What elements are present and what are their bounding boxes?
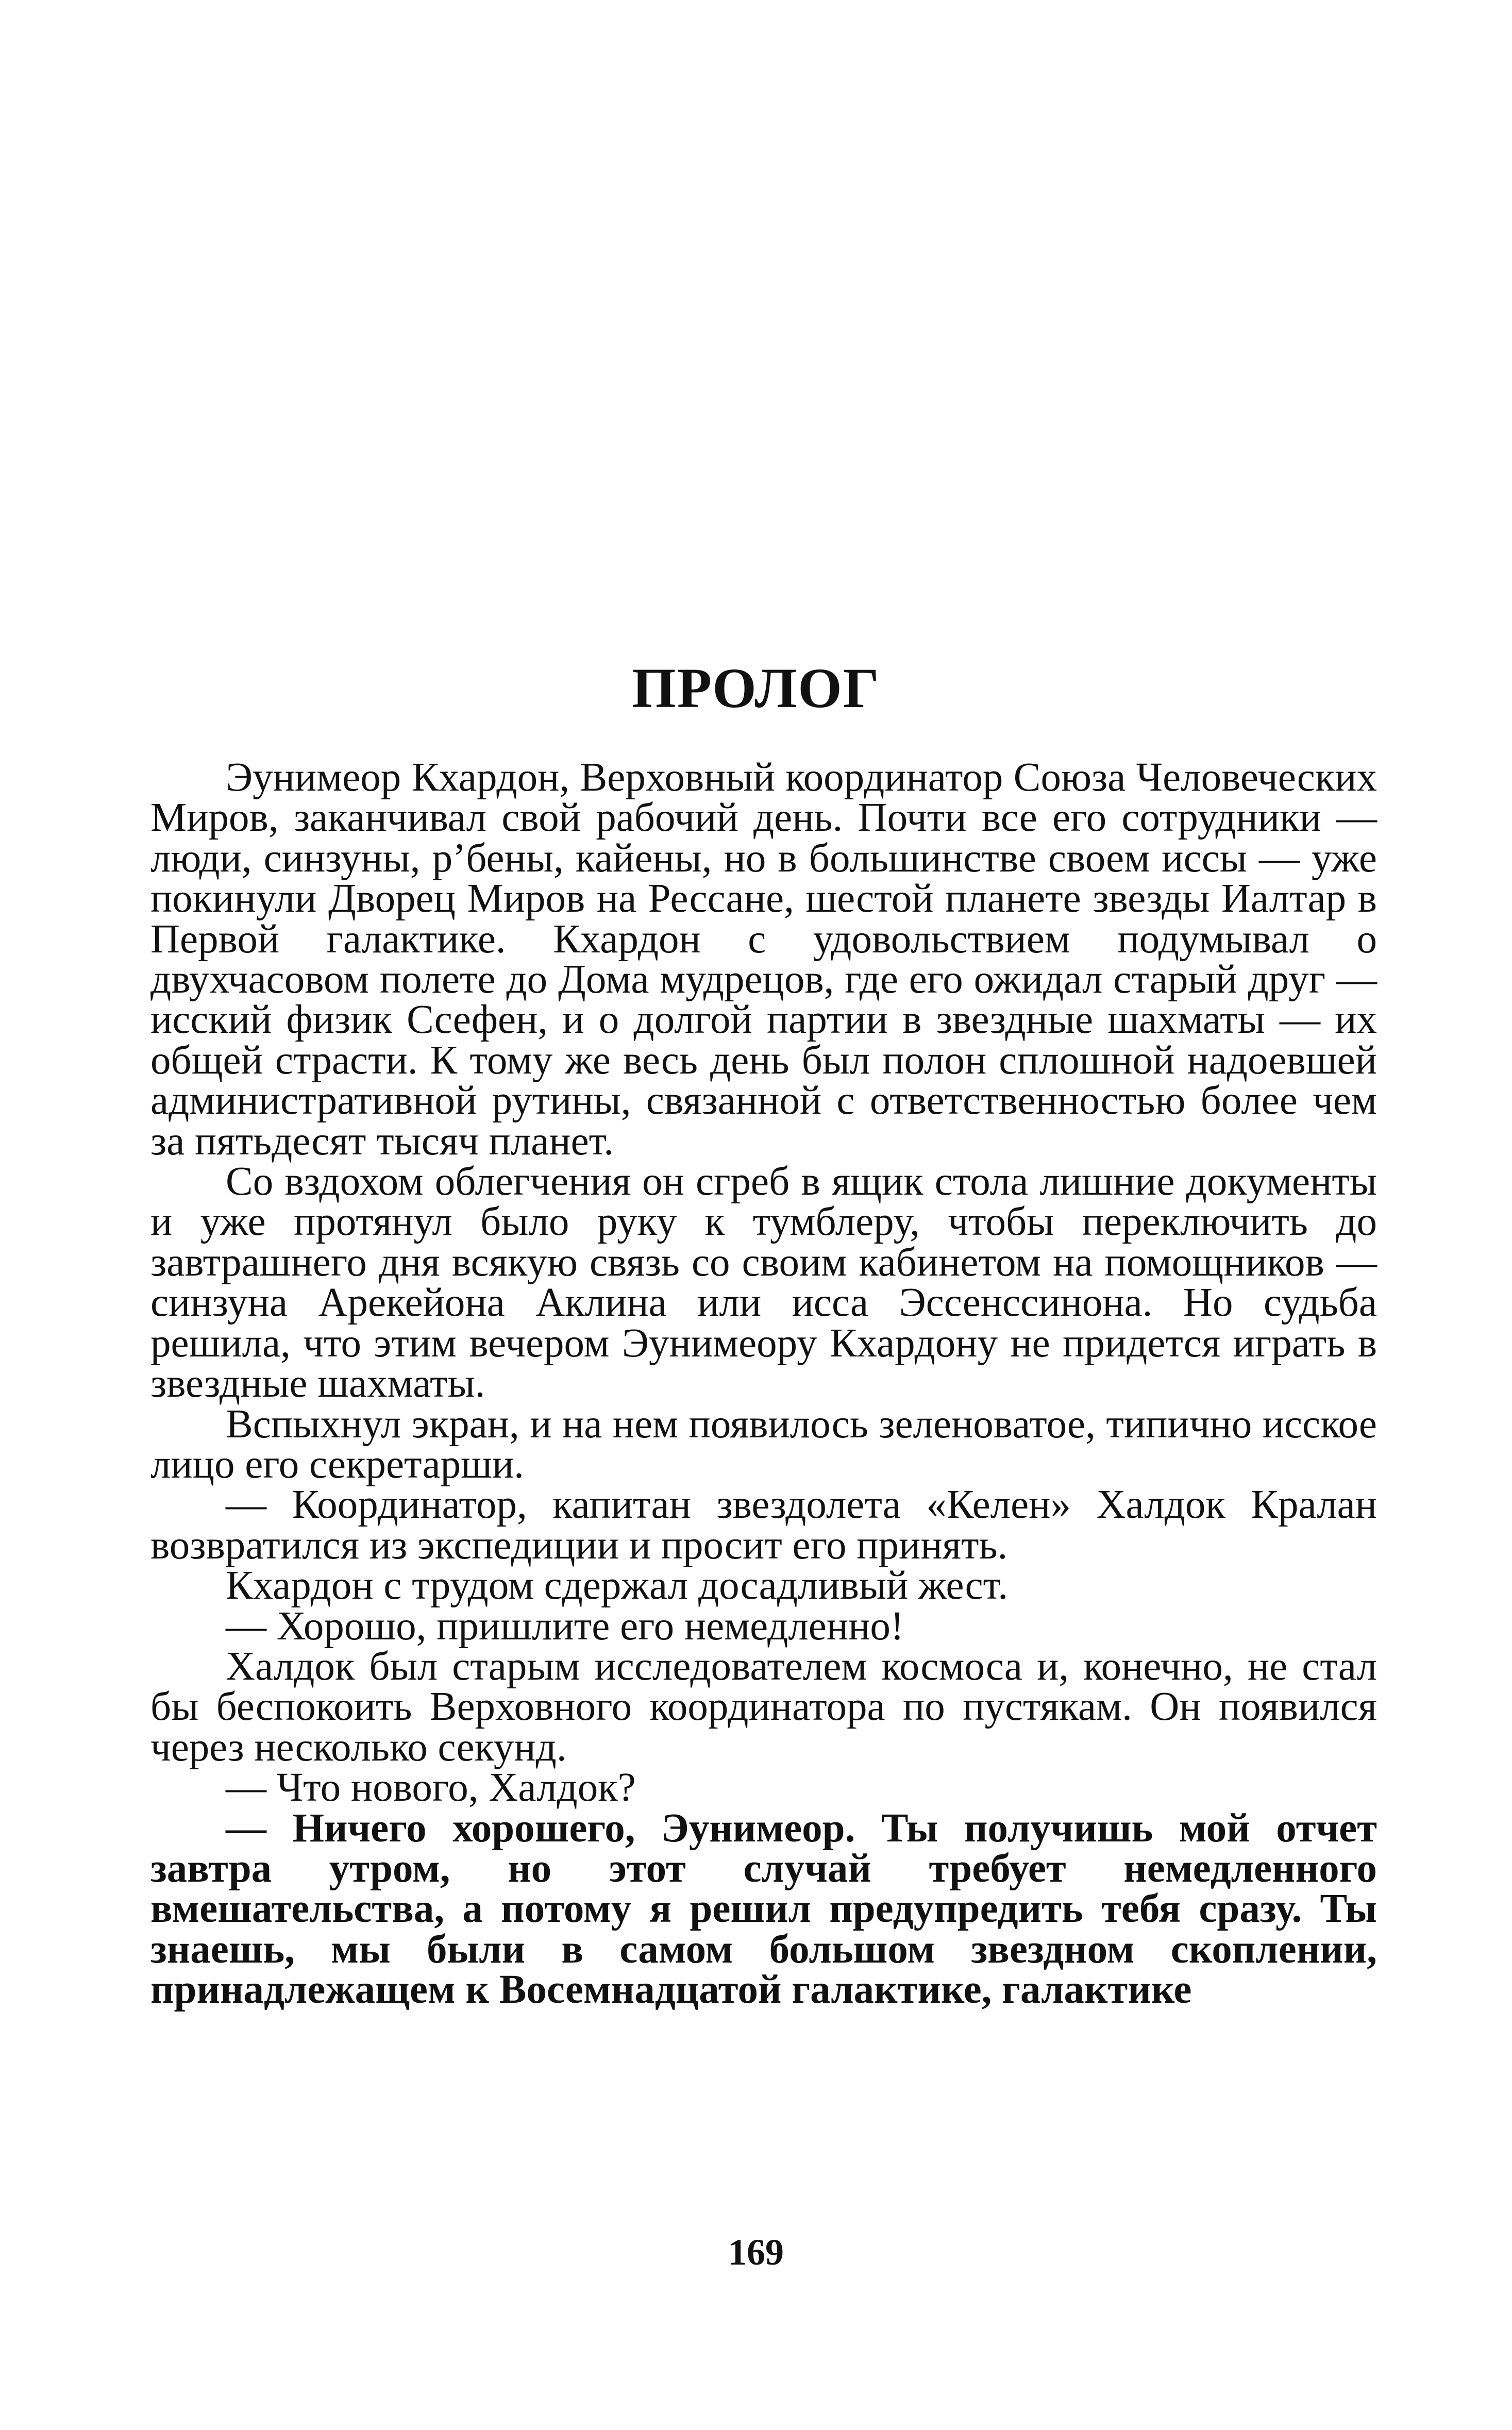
paragraph-8: — Что нового, Халдок? (226, 1765, 636, 1811)
paragraph-3: Вспыхнул экран, и на нем появилось зеленоватое, типично исское лицо его секретарши. (150, 1401, 1377, 1487)
paragraph-5: Кхардон с трудом сдержал досадливый жест. (226, 1563, 1008, 1608)
paragraph-2: Со вздохом облегчения он сгреб в ящик стола лишние документы и уже протянул было руку к тумблеру, чтобы переключить до завтрашнего дня всякую связь со своим кабинетом на помощников — синзуна Арекейона Аклина или исса Эссенссинона. Но судьба решила, что этим вечером Эунимеору Кхардону не придется играть в звездные шахматы. (150, 1159, 1377, 1406)
paragraph-6: — Хорошо, пришлите его немедленно! (226, 1603, 904, 1649)
chapter-title: ПРОЛОГ (632, 657, 880, 719)
paragraph-9: — Ничего хорошего, Эунимеор. Ты получишь мой отчет завтра утром, но этот случай требует немедленного вмешательства, а потому я решил предупредить тебя сразу. Ты знаешь, мы были в самом большом звездном скоплении, принадлежащем к Восемнадцатой галактике, галактике (150, 1805, 1377, 2013)
paragraph-7: Халдок был старым исследователем космоса и, конечно, не стал бы беспокоить Верховного координатора по пустякам. Он появился через несколько секунд. (150, 1644, 1377, 1770)
paragraph-4: — Координатор, капитан звездолета «Келен» Халдок Кралан возвратился из экспедиции и просит его принять. (150, 1482, 1377, 1568)
body-text (150, 755, 1377, 2013)
paragraph-1: Эунимеор Кхардон, Верховный координатор Союза Человеческих Миров, заканчивал свой рабочий день. Почти все его сотрудники — люди, синзуны, р’бены, кайены, но в большинстве своем иссы — уже покинули Дворец Миров на Рессане, шестой планете звезды Иалтар в Первой галактике. Кхардон с удовольствием подумывал о двухчасовом полете до Дома мудрецов, где его ожидал старый друг — исский физик Ссефен, и о долгой партии в звездные шахматы — их общей страсти. К тому же весь день был полон сплошной надоевшей административной рутины, связанной с ответственностью более чем за пятьдесят тысяч планет. (150, 755, 1377, 1164)
page-number: 169 (728, 2232, 784, 2273)
